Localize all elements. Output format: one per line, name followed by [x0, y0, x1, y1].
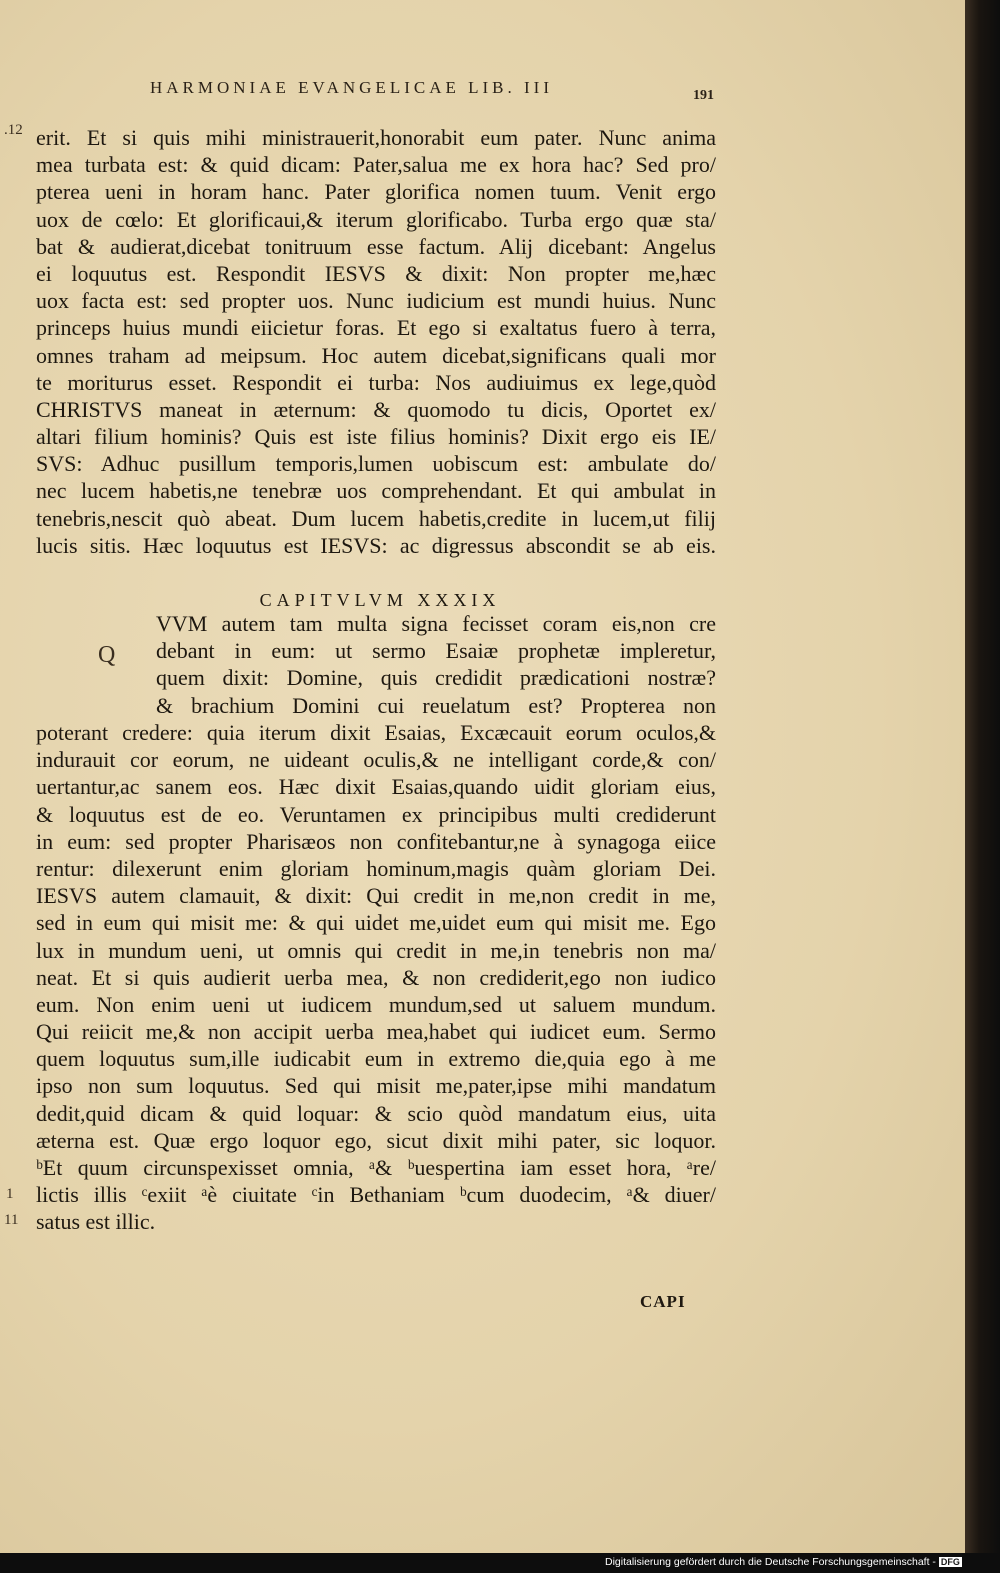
text-line: & brachium Domini cui reuelatum est? Propterea non	[156, 692, 716, 718]
text-line: & loquutus est de eo. Veruntamen ex principibus multi crediderunt	[36, 801, 716, 827]
text-line: indurauit cor eorum, ne uideant oculis,& ne intelligant corde,& con/	[36, 747, 716, 773]
text-line: pterea ueni in horam hanc. Pater glorifica nomen tuum. Venit ergo	[36, 179, 716, 205]
text-line: quem dixit: Domine, quis credidit prædicationi nostræ?	[156, 665, 716, 691]
text-line: uertantur,ac sanem eos. Hæc dixit Esaias,quando uidit gloriam eius,	[36, 774, 716, 800]
text-line: sed in eum qui misit me: & qui uidet me,uidet eum qui misit me. Ego	[36, 910, 716, 936]
folio-number: 191	[693, 88, 714, 103]
text-line: tenebris,nescit quò abeat. Dum lucem habetis,credite in lucem,ut filij	[36, 505, 716, 531]
text-line: lucis sitis. Hæc loquutus est IESVS: ac digressus abscondit se ab eis.	[36, 532, 716, 558]
text-line: quem loquutus sum,ille iudicabit eum in extremo die,quia ego à me	[36, 1046, 716, 1072]
text-line: lictis illis ᶜexiit ᵃè ciuitate ᶜin Bethaniam ᵇcum duodecim, ᵃ& diuer/	[36, 1182, 716, 1208]
text-line: debant in eum: ut sermo Esaiæ prophetæ impleretur,	[156, 638, 716, 664]
text-line: neat. Et si quis audierit uerba mea, & non crediderit,ego non iudico	[36, 964, 716, 990]
text-line: lux in mundum ueni, ut omnis qui credit in me,in tenebris non ma/	[36, 937, 716, 963]
text-line: ei loquutus est. Respondit IESVS & dixit: Non propter me,hæc	[36, 260, 716, 286]
running-title: HARMONIAE EVANGELICAE LIB. III	[150, 78, 553, 97]
chapter-heading: CAPITVLVM XXXIX	[259, 590, 501, 610]
text-line: nec lucem habetis,ne tenebræ uos comprehendant. Et qui ambulat in	[36, 478, 716, 504]
text-line: IESVS autem clamauit, & dixit: Qui credit in me,non credit in me,	[36, 883, 716, 909]
margin-note-top: .12	[4, 122, 23, 138]
text-line: in eum: sed propter Pharisæos non confitebantur,ne à synagoga eiice	[36, 828, 716, 854]
text-line: æterna est. Quæ ergo loquor ego, sicut dixit mihi pater, sic loquor.	[36, 1127, 716, 1153]
book-gutter	[965, 0, 1000, 1553]
footer-credit	[605, 1556, 962, 1568]
dfg-logo: DFG	[940, 1557, 960, 1567]
catchword: CAPI	[640, 1292, 686, 1311]
text-line: uox de cœlo: Et glorificaui,& iterum glorificabo. Turba ergo quæ sta/	[36, 206, 716, 232]
text-block-indented	[36, 610, 716, 719]
text-line: SVS: Adhuc pusillum temporis,lumen uobiscum est: ambulate do/	[36, 451, 716, 477]
text-line: eum. Non enim ueni ut iudicem mundum,sed ut saluem mundum.	[36, 991, 716, 1017]
text-line: rentur: dilexerunt enim gloriam hominum,magis quàm gloriam Dei.	[36, 855, 716, 881]
text-line: bat & audierat,dicebat tonitruum esse factum. Alij dicebant: Angelus	[36, 233, 716, 259]
text-line: CHRISTVS maneat in æternum: & quomodo tu dicis, Oportet ex/	[36, 396, 716, 422]
text-block-top	[36, 124, 716, 559]
margin-note-bottom-2: 11	[4, 1212, 19, 1228]
text-block-bottom	[36, 719, 716, 1236]
text-line: satus est illic.	[36, 1209, 156, 1235]
text-line: erit. Et si quis mihi ministrauerit,honorabit eum pater. Nunc anima	[36, 125, 716, 150]
text-line: altari filium hominis? Quis est iste filius hominis? Dixit ergo eis IE/	[36, 424, 716, 450]
margin-note-bottom-1: 1	[6, 1186, 14, 1202]
text-line: mea turbata est: & quid dicam: Pater,salua me ex hora hac? Sed pro/	[36, 152, 716, 178]
initial-letter: Q	[98, 642, 116, 668]
text-line: poterant credere: quia iterum dixit Esaias, Excæcauit eorum oculos,&	[36, 720, 716, 745]
text-line: VVM autem tam multa signa fecisset coram eis,non cre	[156, 611, 716, 636]
text-line: princeps huius mundi eiicietur foras. Et ego si exaltatus fuero à terra,	[36, 315, 716, 341]
text-line: uox facta est: sed propter uos. Nunc iudicium est mundi huius. Nunc	[36, 288, 716, 314]
text-line: omnes traham ad meipsum. Hoc autem dicebat,significans quali mor	[36, 342, 716, 368]
text-line: ᵇEt quum circunspexisset omnia, ᵃ& ᵇuespertina iam esset hora, ᵃre/	[36, 1155, 716, 1180]
text-line: dedit,quid dicam & quid loquar: & scio quòd mandatum eius, uita	[36, 1100, 716, 1126]
footer-text: Digitalisierung gefördert durch die Deutsche Forschungsgemeinschaft -	[605, 1556, 936, 1568]
text-line: Qui reiicit me,& non accipit uerba mea,habet qui iudicet eum. Sermo	[36, 1019, 716, 1045]
text-line: te moriturus esset. Respondit ei turba: Nos audiuimus ex lege,quòd	[36, 369, 716, 395]
text-line: ipso non sum loquutus. Sed qui misit me,pater,ipse mihi mandatum	[36, 1073, 716, 1099]
